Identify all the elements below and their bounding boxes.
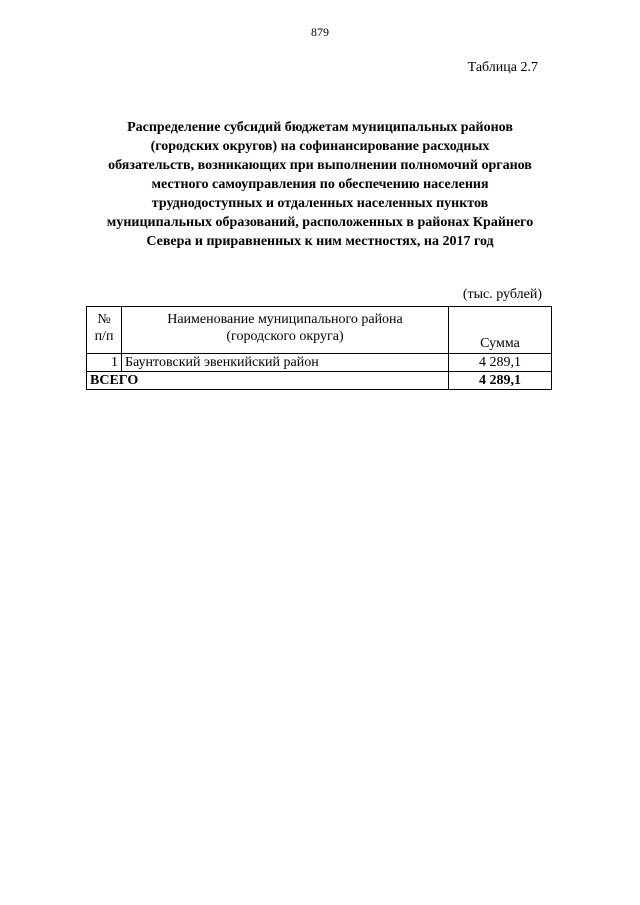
units-label: (тыс. рублей) — [462, 287, 542, 302]
title-line: (городских округов) на софинансирование расходных — [150, 139, 490, 154]
title-line: обязательств, возникающих при выполнении полномочий органов — [108, 158, 532, 173]
header-number-line1: № — [97, 312, 111, 327]
page-number: 879 — [311, 25, 329, 39]
document-title — [82, 118, 558, 251]
title-line: муниципальных образований, расположенных в районах Крайнего — [106, 215, 534, 230]
header-name-line2: (городского округа) — [226, 329, 344, 344]
header-number — [87, 307, 122, 354]
title-line: местного самоуправления по обеспечению населения — [151, 177, 489, 192]
header-name — [122, 307, 449, 354]
row-sum: 4 289,1 — [449, 354, 552, 372]
header-number-line2: п/п — [94, 329, 114, 344]
title-line: Распределение субсидий бюджетам муниципальных районов — [127, 120, 513, 135]
title-line: Севера и приравненных к ним местностях, на 2017 год — [146, 234, 494, 249]
total-label: ВСЕГО — [87, 372, 449, 390]
table-header-row — [87, 307, 552, 354]
subsidy-table — [86, 306, 552, 390]
table-label: Таблица 2.7 — [467, 60, 538, 75]
total-row — [87, 372, 552, 390]
header-name-line1: Наименование муниципального района — [167, 312, 403, 327]
row-name: Баунтовский эвенкийский район — [122, 354, 449, 372]
header-sum: Сумма — [449, 307, 552, 354]
row-number: 1 — [87, 354, 122, 372]
total-sum: 4 289,1 — [449, 372, 552, 390]
table-row — [87, 354, 552, 372]
title-line: труднодоступных и отдаленных населенных пунктов — [151, 196, 489, 211]
